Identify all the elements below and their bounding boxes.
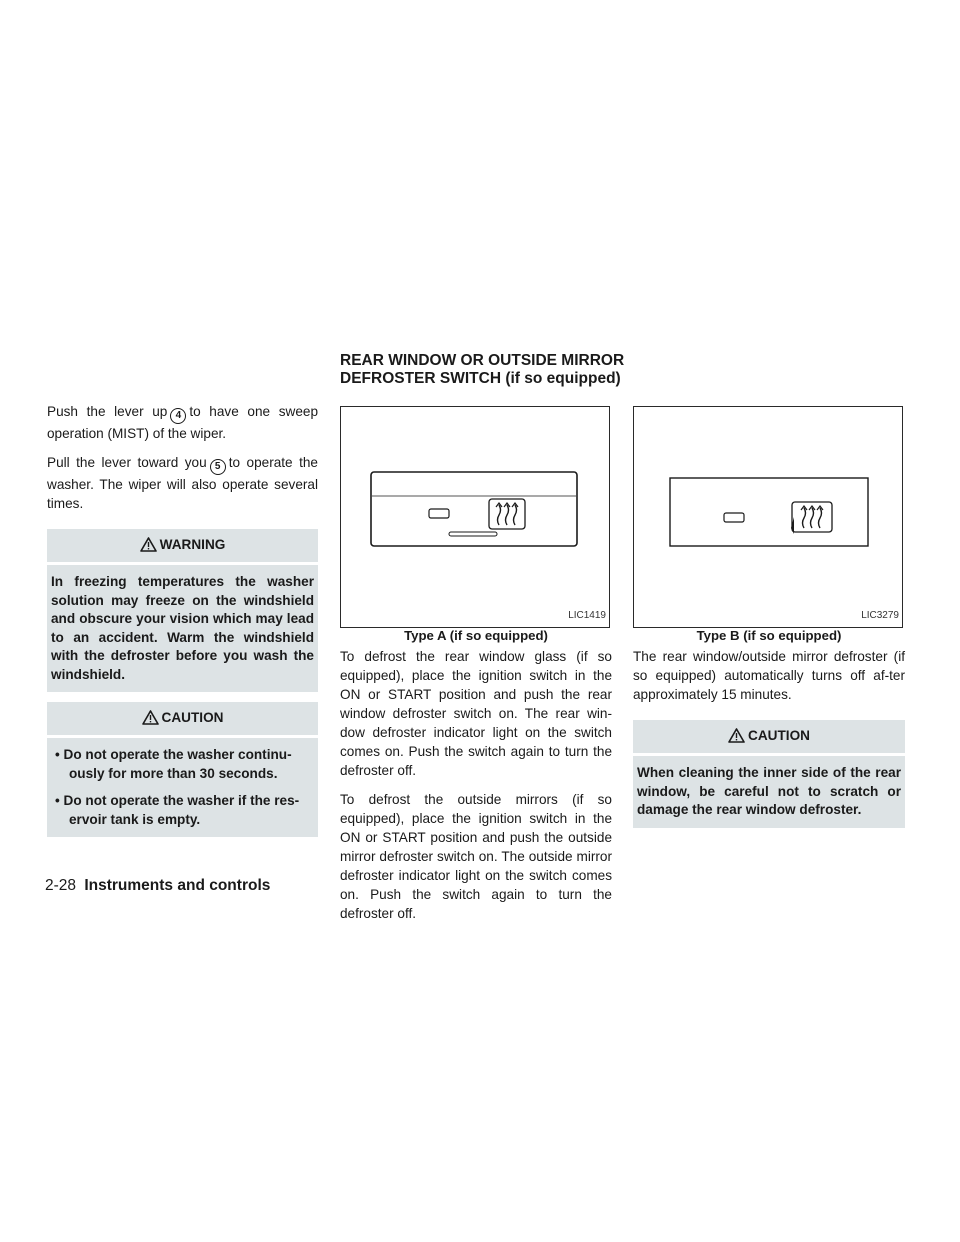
paragraph-auto-off: The rear window/outside mirror defroster (if so equipped) automatically turns off af-ter approximately 15 minutes. xyxy=(633,649,905,702)
caution-title-right: CAUTION xyxy=(748,728,810,743)
caution-item: • Do not operate the washer continu-ously for more than 30 seconds. xyxy=(55,747,292,781)
caution-box-right xyxy=(633,720,905,828)
caution-header-right xyxy=(633,720,905,753)
paragraph-mist xyxy=(47,402,318,443)
footer-section-title: Instruments and controls xyxy=(84,877,271,894)
figure-code-a: LIC1419 xyxy=(568,610,606,621)
warning-triangle-icon xyxy=(140,537,157,557)
mist-text-post: to have one sweep operation (MIST) of the wiper. xyxy=(47,404,319,441)
column-left xyxy=(47,402,318,847)
caution-title-left: CAUTION xyxy=(161,710,224,725)
callout-number-5: 5 xyxy=(210,459,226,475)
warning-box xyxy=(47,529,318,692)
column-middle xyxy=(340,406,612,933)
caption-type-a: Type A (if so equipped) xyxy=(404,628,548,643)
section-title-line-1: REAR WINDOW OR OUTSIDE MIRROR xyxy=(340,352,625,369)
paragraph-mirror-defrost: To defrost the outside mirrors (if so equipped), place the ignition switch in the ON or START position and push the outside mirror defroster switch on. The outside mirror defroster indicator light on the switch comes on. Push the switch again to turn the defroster off. xyxy=(340,792,612,921)
paragraph-washer xyxy=(47,453,318,513)
paragraph-rear-window-defrost: To defrost the rear window glass (if so equipped), place the ignition switch in the ON or START position and push the rear window defroster switch on. The rear win-dow defroster indicator light on the switch comes on. Push the switch again to turn the defroster off. xyxy=(340,649,612,778)
caution-header-left xyxy=(47,702,318,735)
warning-body: In freezing temperatures the washer solution may freeze on the windshield and obscure your vision which may lead to an accident. Warm the windshield with the defroster before you wash the windshield. xyxy=(51,574,314,682)
caution-body-right: When cleaning the inner side of the rear window, be careful not to scratch or damage the rear window defroster. xyxy=(637,765,901,817)
caption-type-b: Type B (if so equipped) xyxy=(696,628,842,643)
section-title-line-2: DEFROSTER SWITCH (if so equipped) xyxy=(340,370,621,387)
caution-body-left xyxy=(47,738,318,837)
caution-triangle-icon xyxy=(142,710,159,730)
page-number: 2-28 xyxy=(45,877,77,894)
warning-title: WARNING xyxy=(159,537,226,552)
switch-panel-type-a-illustration xyxy=(341,407,611,629)
page-footer xyxy=(45,876,270,896)
callout-number-4: 4 xyxy=(170,408,186,424)
washer-text-pre: Pull the lever toward you xyxy=(47,455,207,470)
figure-type-b xyxy=(633,406,903,628)
figure-code-b: LIC3279 xyxy=(861,610,899,621)
washer-text-post: to operate the washer. The wiper will also operate several times. xyxy=(47,455,318,511)
caution-box-left xyxy=(47,702,318,837)
warning-header xyxy=(47,529,318,562)
caution-item: • Do not operate the washer if the res-ervoir tank is empty. xyxy=(55,793,300,827)
caution-triangle-icon xyxy=(728,728,745,748)
mist-text-pre: Push the lever up xyxy=(47,404,168,419)
section-title xyxy=(340,352,640,388)
switch-panel-type-b-illustration xyxy=(634,407,904,629)
figure-type-a xyxy=(340,406,610,628)
column-right xyxy=(633,406,905,838)
